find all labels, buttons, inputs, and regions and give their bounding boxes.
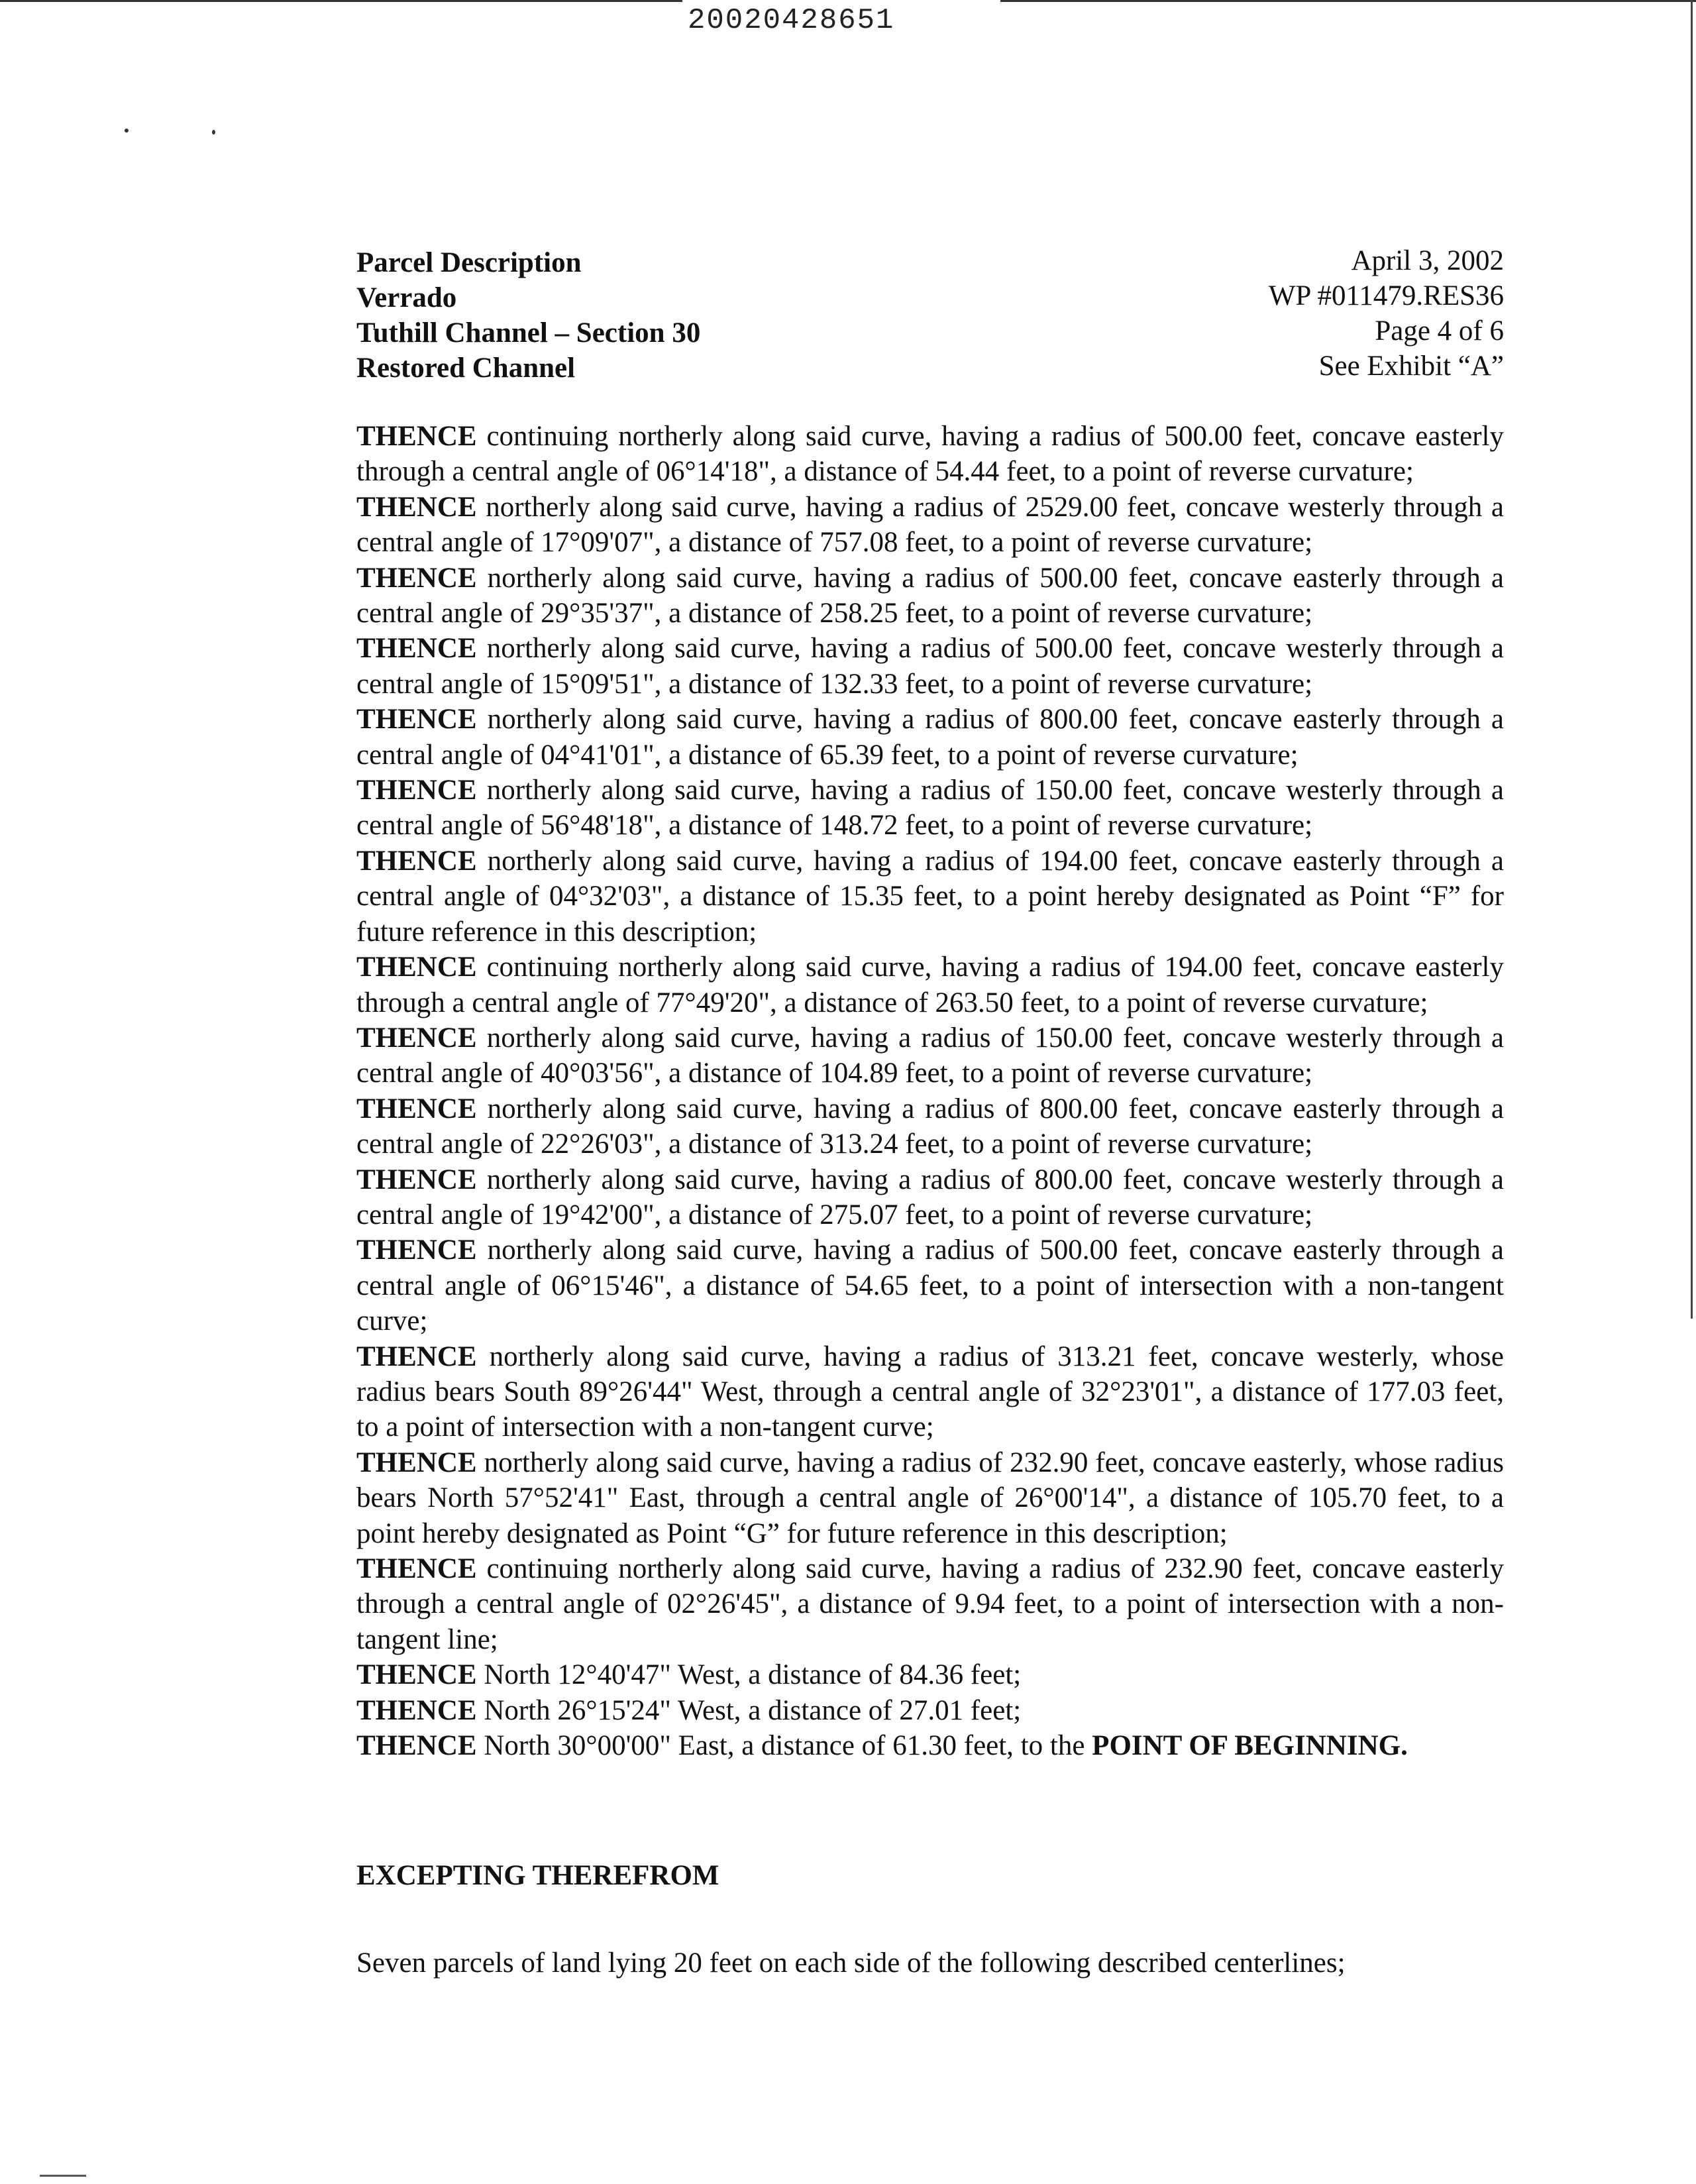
course-keyword: THENCE (356, 1022, 477, 1054)
course-keyword: THENCE (356, 775, 477, 806)
course-keyword: THENCE (356, 845, 477, 877)
course-paragraph (356, 1091, 1504, 1162)
course-keyword: THENCE (356, 1340, 477, 1372)
closing-paragraph: Seven parcels of land lying 20 feet on each side of the following described centerlines; (356, 1947, 1346, 1979)
header-channel: Tuthill Channel – Section 30 (356, 317, 701, 349)
course-paragraph (356, 844, 1504, 950)
course-text: northerly along said curve, having a radius of 313.21 feet, concave westerly, whose radius bears South 89°26'44" West, through a central angle of 32°23'01", a distance of 177.03 feet, to a point of intersection with a non-tangent curve; (356, 1340, 1504, 1443)
course-text: northerly along said curve, having a radius of 800.00 feet, concave easterly through a central angle of 04°41'01", a distance of 65.39 feet, to a point of reverse curvature; (356, 704, 1504, 771)
header-exhibit-ref: See Exhibit “A” (1318, 351, 1504, 382)
header-subtitle: Restored Channel (356, 353, 576, 384)
course-keyword: THENCE (356, 1730, 477, 1762)
course-text: continuing northerly along said curve, having a radius of 232.90 feet, concave easterly through a central angle of 02°26'45", a distance of 9.94 feet, to a point of intersection with a non-tangent line; (356, 1553, 1504, 1655)
header-project: Verrado (356, 282, 457, 313)
course-keyword: THENCE (356, 1093, 477, 1124)
course-paragraph (356, 950, 1504, 1020)
header-page-number: Page 4 of 6 (1375, 315, 1504, 347)
course-keyword: THENCE (356, 1553, 477, 1584)
course-text: northerly along said curve, having a radius of 2529.00 feet, concave westerly through a central angle of 17°09'07", a distance of 757.08 feet, to a point of reverse curvature; (356, 491, 1504, 559)
course-paragraph (356, 1693, 1504, 1728)
course-keyword: THENCE (356, 952, 477, 983)
course-paragraph (356, 1445, 1504, 1551)
course-keyword: THENCE (356, 1234, 477, 1266)
document-header-left (356, 245, 700, 386)
recording-number: 20020428651 (688, 4, 895, 37)
course-paragraph (356, 702, 1504, 773)
scan-mark (40, 2175, 86, 2177)
course-text: northerly along said curve, having a radius of 800.00 feet, concave easterly through a central angle of 22°26'03", a distance of 313.24 feet, to a point of reverse curvature; (356, 1093, 1504, 1160)
course-text: northerly along said curve, having a radius of 800.00 feet, concave westerly through a central angle of 19°42'00", a distance of 275.07 feet, to a point of reverse curvature; (356, 1164, 1504, 1230)
scan-speck (125, 129, 129, 133)
legal-description-body (356, 419, 1504, 1763)
section-heading: EXCEPTING THEREFROM (356, 1860, 719, 1891)
course-keyword: THENCE (356, 421, 477, 452)
document-header-right (1126, 243, 1504, 384)
course-paragraph (356, 1551, 1504, 1657)
course-keyword: THENCE (356, 704, 477, 736)
course-text: North 30°00'00" East, a distance of 61.30 feet, to the (476, 1730, 1092, 1762)
course-keyword: THENCE (356, 633, 477, 665)
course-paragraph (356, 1657, 1504, 1692)
course-text: northerly along said curve, having a radius of 500.00 feet, concave easterly through a central angle of 29°35'37", a distance of 258.25 feet, to a point of reverse curvature; (356, 562, 1504, 629)
course-keyword: THENCE (356, 1659, 477, 1691)
header-wp-number: WP #011479.RES36 (1268, 280, 1504, 311)
top-border-left (0, 0, 682, 2)
course-keyword: THENCE (356, 1164, 477, 1195)
right-page-edge (1691, 0, 1693, 1319)
course-keyword: THENCE (356, 1694, 477, 1726)
course-paragraph (356, 1020, 1504, 1091)
course-text: northerly along said curve, having a radius of 194.00 feet, concave easterly through a central angle of 04°32'03", a distance of 15.35 feet, to a point hereby designated as Point “F” for future reference in this description; (356, 845, 1504, 948)
course-text: continuing northerly along said curve, having a radius of 500.00 feet, concave easterly through a central angle of 06°14'18", a distance of 54.44 feet, to a point of reverse curvature; (356, 421, 1504, 488)
course-paragraph (356, 1339, 1504, 1445)
course-paragraph (356, 561, 1504, 631)
course-text: continuing northerly along said curve, having a radius of 194.00 feet, concave easterly through a central angle of 77°49'20", a distance of 263.50 feet, to a point of reverse curvature; (356, 952, 1504, 1018)
course-paragraph (356, 490, 1504, 561)
course-text: North 26°15'24" West, a distance of 27.01 feet; (476, 1694, 1022, 1726)
header-title: Parcel Description (356, 247, 582, 278)
course-paragraph (356, 631, 1504, 702)
course-text: northerly along said curve, having a radius of 150.00 feet, concave westerly through a central angle of 56°48'18", a distance of 148.72 feet, to a point of reverse curvature; (356, 775, 1504, 842)
course-text: northerly along said curve, having a radius of 232.90 feet, concave easterly, whose radius bears North 57°52'41" East, through a central angle of 26°00'14", a distance of 105.70 feet, to a point hereby designated as Point “G” for future reference in this description; (356, 1447, 1504, 1549)
course-text: northerly along said curve, having a radius of 500.00 feet, concave easterly through a central angle of 06°15'46", a distance of 54.65 feet, to a point of intersection with a non-tangent curve; (356, 1234, 1504, 1337)
header-date: April 3, 2002 (1351, 245, 1504, 276)
scan-speck (212, 130, 215, 135)
course-paragraph (356, 419, 1504, 490)
course-keyword: THENCE (356, 1447, 477, 1478)
final-course-paragraph (356, 1728, 1504, 1763)
course-keyword: THENCE (356, 562, 477, 594)
course-keyword: THENCE (356, 491, 477, 523)
course-text: northerly along said curve, having a radius of 500.00 feet, concave westerly through a central angle of 15°09'51", a distance of 132.33 feet, to a point of reverse curvature; (356, 633, 1504, 700)
top-border-right (1000, 0, 1696, 2)
course-paragraph (356, 1232, 1504, 1338)
course-text: North 12°40'47" West, a distance of 84.36 feet; (476, 1659, 1022, 1691)
course-text: northerly along said curve, having a radius of 150.00 feet, concave westerly through a central angle of 40°03'56", a distance of 104.89 feet, to a point of reverse curvature; (356, 1022, 1504, 1089)
course-paragraph (356, 1162, 1504, 1233)
point-of-beginning: POINT OF BEGINNING. (1092, 1730, 1408, 1762)
course-paragraph (356, 773, 1504, 844)
